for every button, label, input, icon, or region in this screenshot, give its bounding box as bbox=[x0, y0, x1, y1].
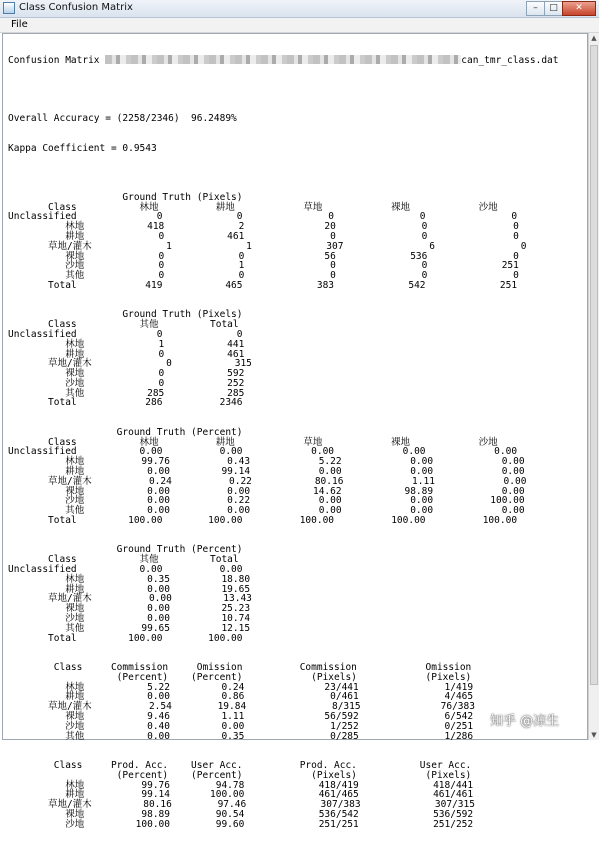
report-line: Unclassified 0 0 bbox=[8, 328, 243, 340]
report-line: 其他 0 0 0 0 0 bbox=[8, 270, 519, 282]
report-line: (Percent) (Percent) (Pixels) (Pixels) bbox=[8, 769, 472, 781]
watermark-text: 知乎 @凉生 bbox=[490, 714, 560, 729]
report-line: 裸地 9.46 1.11 56/592 6/542 bbox=[8, 710, 474, 722]
report-line: 林地 99.76 0.43 5.22 0.00 0.00 bbox=[8, 456, 525, 468]
report-line: 草地/灌木 0.24 0.22 80.16 1.11 0.00 bbox=[8, 475, 527, 487]
report-section bbox=[8, 408, 558, 526]
report-line: 沙地 0.40 0.00 1/252 0/251 bbox=[8, 720, 474, 732]
report-line: 草地/灌木 0.00 13.43 bbox=[8, 593, 252, 605]
report-section bbox=[8, 173, 558, 291]
report-line: 耕地 0 461 0 0 0 bbox=[8, 230, 519, 242]
line-spacer bbox=[8, 85, 558, 95]
report-line: 裸地 0.00 0.00 14.62 98.89 0.00 bbox=[8, 485, 525, 497]
section-spacer bbox=[8, 526, 558, 546]
scroll-up-icon[interactable]: ▲ bbox=[591, 34, 597, 42]
scroll-down-icon[interactable]: ▼ bbox=[591, 731, 597, 739]
report-line: Total 100.00 100.00 bbox=[8, 632, 243, 644]
report-file-suffix: can_tmr_class.dat bbox=[461, 54, 559, 66]
section-spacer bbox=[8, 291, 558, 311]
minimize-button[interactable]: – bbox=[526, 1, 545, 16]
report-line: 沙地 0.00 0.22 0.00 0.00 100.00 bbox=[8, 495, 525, 507]
report-line: 沙地 0.00 10.74 bbox=[8, 613, 251, 625]
section-spacer bbox=[8, 741, 558, 761]
close-button[interactable]: ✕ bbox=[562, 1, 596, 16]
overall-accuracy: Overall Accuracy = (2258/2346) 96.2489% bbox=[8, 113, 237, 125]
vertical-scrollbar[interactable] bbox=[588, 33, 599, 740]
report-body bbox=[8, 35, 558, 849]
report-line: 裸地 98.89 90.54 536/542 536/592 bbox=[8, 808, 474, 820]
report-section bbox=[8, 741, 558, 829]
report-line: 林地 0.35 18.80 bbox=[8, 573, 251, 585]
report-text-area[interactable] bbox=[2, 33, 588, 830]
report-line: 其他 99.65 12.15 bbox=[8, 622, 251, 634]
window-title: Class Confusion Matrix bbox=[19, 2, 133, 13]
report-section bbox=[8, 643, 558, 741]
report-line: 裸地 0 0 56 536 0 bbox=[8, 250, 519, 262]
report-line: 裸地 0.00 25.23 bbox=[8, 603, 251, 615]
report-line: 其他 0.00 0.00 0.00 0.00 0.00 bbox=[8, 505, 525, 517]
report-header-line bbox=[8, 55, 558, 66]
report-line: Total 100.00 100.00 100.00 100.00 100.00 bbox=[8, 515, 518, 527]
report-line: 草地/灌木 1 1 307 6 0 bbox=[8, 240, 527, 252]
report-line: 沙地 0 1 0 0 251 bbox=[8, 260, 519, 272]
section-spacer bbox=[8, 173, 558, 193]
section-spacer bbox=[8, 643, 558, 663]
kappa-coefficient: Kappa Coefficient = 0.9543 bbox=[8, 142, 157, 154]
report-line: Class 林地 耕地 草地 裸地 沙地 bbox=[8, 436, 498, 448]
scroll-thumb[interactable] bbox=[590, 45, 598, 685]
report-line: 裸地 0 592 bbox=[8, 368, 245, 380]
report-line: Ground Truth (Pixels) bbox=[8, 191, 243, 203]
report-section bbox=[8, 291, 558, 409]
report-line: 耕地 0.00 0.86 0/461 4/465 bbox=[8, 691, 474, 703]
report-line: Class Prod. Acc. User Acc. Prod. Acc. User Acc. bbox=[8, 759, 472, 771]
report-line: Ground Truth (Percent) bbox=[8, 426, 243, 438]
report-line: Class 其他 Total bbox=[8, 554, 239, 566]
section-spacer bbox=[8, 408, 558, 428]
report-line: Unclassified 0.00 0.00 0.00 0.00 0.00 bbox=[8, 446, 518, 458]
report-line: Class Commission Omission Commission Omission bbox=[8, 662, 472, 673]
report-line: Total 286 2346 bbox=[8, 397, 243, 409]
report-line: 耕地 0.00 99.14 0.00 0.00 0.00 bbox=[8, 466, 525, 478]
report-section bbox=[8, 526, 558, 644]
redacted-file-path bbox=[105, 55, 461, 64]
report-line: 草地/灌木 0 315 bbox=[8, 358, 252, 370]
report-line: 其他 0.00 0.35 0/285 1/286 bbox=[8, 730, 474, 742]
report-line: Class 其他 Total bbox=[8, 319, 239, 331]
report-line: 林地 99.76 94.78 418/419 418/441 bbox=[8, 779, 474, 791]
app-icon bbox=[3, 2, 15, 14]
report-line: 其他 285 285 bbox=[8, 387, 245, 399]
maximize-button[interactable]: □ bbox=[544, 1, 563, 16]
report-header-label: Confusion Matrix bbox=[8, 54, 100, 66]
report-line: Class 林地 耕地 草地 裸地 沙地 bbox=[8, 201, 498, 213]
report-line: 草地/灌木 80.16 97.46 307/383 307/315 bbox=[8, 799, 475, 811]
report-line: 林地 1 441 bbox=[8, 338, 245, 350]
report-line: Unclassified 0.00 0.00 bbox=[8, 564, 243, 576]
report-line: 林地 418 2 20 0 0 bbox=[8, 221, 519, 233]
report-line: Total 419 465 383 542 251 bbox=[8, 279, 518, 291]
report-line: (Percent) (Percent) (Pixels) (Pixels) bbox=[8, 671, 472, 683]
report-line: Unclassified 0 0 0 0 0 bbox=[8, 211, 518, 223]
title-bar bbox=[0, 0, 599, 18]
report-line: Ground Truth (Pixels) bbox=[8, 309, 243, 321]
menu-file[interactable]: File bbox=[11, 19, 28, 30]
report-line: 林地 5.22 0.24 23/441 1/419 bbox=[8, 681, 474, 693]
report-line: 耕地 99.14 100.00 461/465 461/461 bbox=[8, 789, 474, 801]
report-line: 沙地 100.00 99.60 251/251 251/252 bbox=[8, 818, 474, 830]
report-line: 沙地 0 252 bbox=[8, 377, 245, 389]
report-line: 耕地 0.00 19.65 bbox=[8, 583, 251, 595]
report-line: Ground Truth (Percent) bbox=[8, 544, 243, 556]
report-line: 草地/灌木 2.54 19.84 8/315 76/383 bbox=[8, 701, 475, 713]
report-line: 耕地 0 461 bbox=[8, 348, 245, 360]
menu-bar bbox=[0, 18, 599, 33]
